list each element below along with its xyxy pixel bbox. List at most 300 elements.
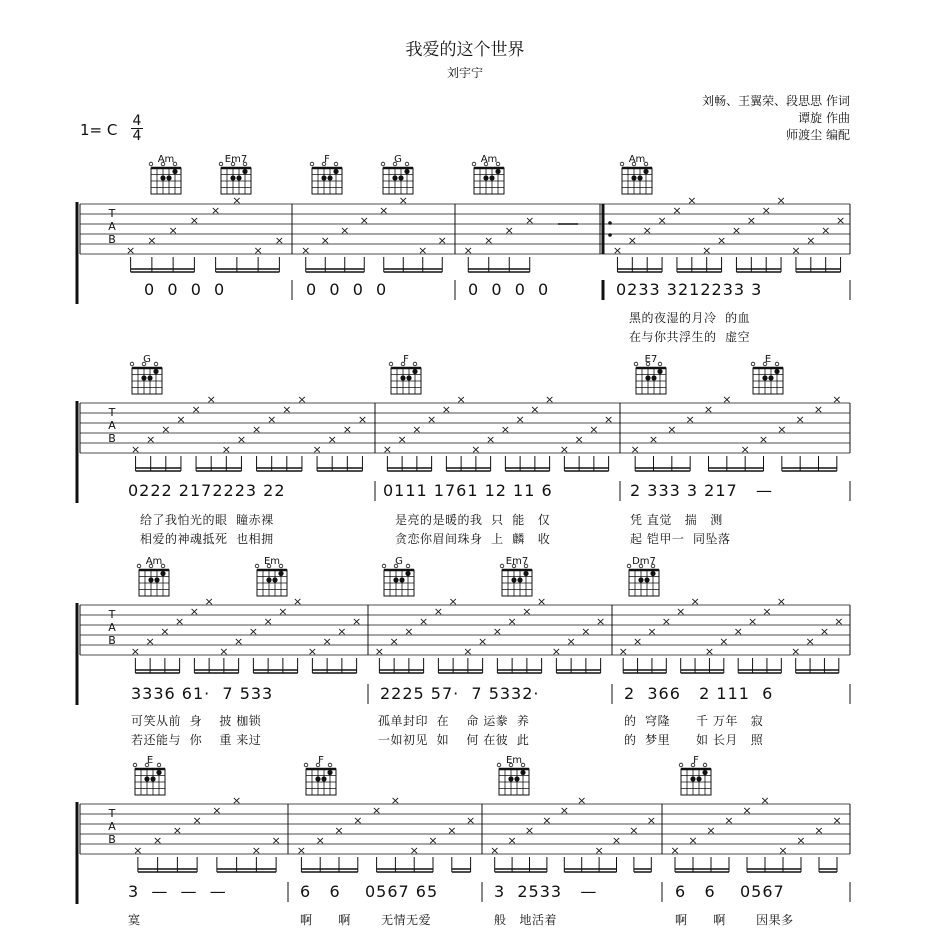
repeat-dot [608, 221, 612, 225]
tab-clef-letter: T [108, 406, 116, 419]
chord-dot [523, 571, 528, 576]
tab-note-x: × [456, 393, 466, 406]
chord-name: E [146, 755, 154, 766]
chord-dot [321, 175, 326, 180]
chord-dot [333, 169, 338, 174]
tab-note-x: × [267, 413, 277, 426]
chord-dot [637, 175, 642, 180]
chord-dot [150, 776, 155, 781]
open-string-mark [133, 763, 137, 767]
tab-note-x: × [334, 824, 344, 837]
tab-note-x: × [515, 413, 525, 426]
chord-dot [517, 577, 522, 582]
tab-note-x: × [791, 244, 801, 257]
chord-name: Am [157, 154, 175, 165]
tab-clef-letter: A [108, 820, 116, 833]
open-string-mark [243, 162, 247, 166]
tab-note-x: × [320, 234, 330, 247]
jianpu-measure: 0 0 0 0 [144, 280, 226, 299]
tab-note-x: × [740, 443, 750, 456]
tab-note-x: × [618, 645, 628, 658]
chord-dot [154, 577, 159, 582]
open-string-mark [393, 162, 397, 166]
tab-note-x: × [685, 413, 695, 426]
tab-clef-letter: T [108, 807, 116, 820]
chord-name: Em7 [505, 556, 529, 567]
tab-note-x: × [409, 844, 419, 857]
composer-credit: 谭旋 作曲 [798, 111, 850, 125]
chord-dot [643, 169, 648, 174]
tab-note-x: × [835, 214, 846, 227]
tab-note-x: × [819, 625, 830, 638]
chord-dot [160, 175, 165, 180]
open-string-mark [509, 763, 513, 767]
tab-note-x: × [611, 834, 622, 847]
tab-note-x: × [612, 244, 623, 257]
tab-note-x: × [297, 393, 307, 406]
tab-note-x: × [722, 393, 732, 406]
tab-note-x: × [282, 403, 292, 416]
tab-note-x: × [441, 403, 451, 416]
tab-note-x: × [702, 244, 712, 257]
open-string-mark [149, 564, 153, 568]
chord-dot [520, 770, 525, 775]
chord-name: Em [505, 755, 523, 766]
open-string-mark [406, 564, 410, 568]
tab-note-x: × [278, 605, 288, 618]
chord-dot [412, 369, 417, 374]
tab-note-x: × [465, 814, 476, 827]
open-string-mark [130, 362, 134, 366]
lyrics-line: 若还能与 你 重 来过 [131, 733, 262, 747]
tab-note-x: × [357, 413, 368, 426]
open-string-mark [413, 362, 417, 366]
tab-note-x: × [404, 625, 414, 638]
chord-name: E7 [644, 354, 658, 365]
tab-note-x: × [160, 625, 170, 638]
open-string-mark [161, 162, 165, 166]
tab-note-x: × [796, 834, 806, 847]
tab-note-x: × [777, 423, 787, 436]
chord-dot [144, 776, 149, 781]
tab-note-x: × [478, 635, 488, 648]
chord-name: Dm7 [632, 556, 656, 567]
tab-note-x: × [559, 804, 569, 817]
open-string-mark [496, 162, 500, 166]
tab-note-x: × [327, 433, 337, 446]
tab-note-x: × [448, 595, 458, 608]
tab-clef-letter: B [108, 634, 116, 647]
tab-note-x: × [821, 224, 831, 237]
lyrics-line: 在与你共浮生的 虚空 [629, 330, 751, 344]
lyrics-line: 是亮的是暖的我 只 能 仅 [395, 513, 551, 527]
open-string-mark [691, 763, 695, 767]
lyrics-line: 孤单封印 在 命 运豢 养 [378, 714, 530, 728]
open-string-mark [644, 162, 648, 166]
tab-note-x: × [398, 194, 408, 207]
jianpu-measure: 3 2533 — [494, 882, 598, 901]
chord-dot [230, 175, 235, 180]
tab-note-x: × [145, 635, 155, 648]
open-string-mark [316, 763, 320, 767]
tab-note-x: × [706, 824, 716, 837]
tab-note-x: × [471, 443, 481, 456]
chord-dot [514, 776, 519, 781]
tab-note-x: × [379, 204, 389, 217]
open-string-mark [620, 162, 624, 166]
tab-note-x: × [832, 814, 842, 827]
tab-note-x: × [716, 234, 727, 247]
open-string-mark [472, 162, 476, 166]
open-string-mark [751, 362, 755, 366]
tab-note-x: × [761, 204, 771, 217]
tab-clef-letter: B [108, 233, 116, 246]
tab-note-x: × [594, 844, 604, 857]
tab-note-x: × [731, 224, 742, 237]
open-string-mark [267, 564, 271, 568]
tab-note-x: × [646, 814, 656, 827]
tab-note-x: × [670, 844, 680, 857]
tab-note-x: × [219, 645, 229, 658]
tab-note-x: × [371, 804, 382, 817]
jianpu-measure: 0111 1761 12 11 6 [383, 481, 553, 500]
tab-note-x: × [690, 595, 700, 608]
tab-note-x: × [484, 234, 494, 247]
tab-note-x: × [589, 423, 599, 436]
tab-note-x: × [629, 824, 639, 837]
tab-note-x: × [251, 423, 262, 436]
open-string-mark [381, 162, 385, 166]
tab-note-x: × [389, 635, 399, 648]
open-string-mark [142, 362, 146, 366]
key-signature: 1= C [80, 121, 118, 139]
chord-dot [399, 577, 404, 582]
chord-dot [166, 175, 171, 180]
open-string-mark [521, 763, 525, 767]
tab-note-x: × [251, 844, 261, 857]
song-title: 我爱的这个世界 [405, 40, 525, 60]
tab-note-x: × [211, 204, 221, 217]
tab-note-x: × [834, 615, 844, 628]
tab-note-x: × [296, 844, 307, 857]
tab-note-x: × [263, 615, 273, 628]
tab-note-x: × [776, 194, 786, 207]
tab-note-x: × [507, 834, 517, 847]
tab-note-x: × [382, 443, 392, 456]
chord-name: F [693, 755, 699, 766]
jianpu-measure: 0 0 0 0 [306, 280, 388, 299]
jianpu-measure: 3336 61· 7 533 [131, 684, 274, 703]
open-string-mark [310, 162, 314, 166]
tab-note-x: × [632, 635, 643, 648]
chord-dot [327, 175, 332, 180]
tab-note-x: × [733, 625, 743, 638]
open-string-mark [322, 162, 326, 166]
chord-dot [483, 175, 488, 180]
lyrics-line: 贪恋你眉间珠身 上 麟 收 [395, 532, 551, 546]
tab-note-x: × [551, 645, 561, 658]
tab-note-x: × [648, 433, 659, 446]
tab-note-x: × [813, 403, 824, 416]
time-signature-bottom: 4 [132, 128, 142, 144]
open-string-mark [401, 362, 405, 366]
open-string-mark [763, 362, 767, 366]
open-string-mark [382, 564, 386, 568]
tab-note-x: × [530, 403, 540, 416]
tab-note-x: × [353, 814, 363, 827]
tab-note-x: × [437, 234, 447, 247]
open-string-mark [500, 564, 504, 568]
chord-dot [406, 375, 411, 380]
tab-note-x: × [672, 204, 682, 217]
lyrics-line: 般 地活着 [494, 913, 557, 927]
chord-dot [696, 776, 701, 781]
tab-note-x: × [189, 214, 199, 227]
chord-dot [650, 571, 655, 576]
chord-dot [657, 369, 662, 374]
open-string-mark [646, 362, 650, 366]
tab-note-x: × [191, 403, 201, 416]
tab-note-x: × [342, 423, 352, 436]
open-string-mark [651, 564, 655, 568]
open-string-mark [497, 763, 501, 767]
lyrics-line: 一如初见 如 何 在彼 此 [378, 733, 530, 747]
open-string-mark [512, 564, 516, 568]
song-artist: 刘宇宁 [446, 66, 483, 80]
tab-note-x: × [762, 605, 772, 618]
chord-dot [400, 375, 405, 380]
chord-dot [645, 375, 650, 380]
tab-note-x: × [359, 214, 369, 227]
chord-dot [508, 776, 513, 781]
chord-dot [393, 577, 398, 582]
tab-note-x: × [704, 645, 715, 658]
jianpu-measure: 3 — — — [128, 882, 227, 901]
chord-name: F [324, 154, 330, 165]
tab-note-x: × [352, 615, 362, 628]
chord-dot [768, 375, 773, 380]
tab-note-x: × [447, 824, 457, 837]
tab-note-x: × [742, 804, 752, 817]
chord-dot [315, 776, 320, 781]
chord-name: G [394, 154, 402, 165]
open-string-mark [634, 362, 638, 366]
tab-note-x: × [418, 244, 428, 257]
chord-name: Em7 [224, 154, 248, 165]
chord-dot [147, 375, 152, 380]
tab-note-x: × [630, 443, 640, 456]
tab-note-x: × [463, 645, 473, 658]
tab-note-x: × [760, 794, 770, 807]
open-string-mark [161, 564, 165, 568]
jianpu-measure: 6 6 0567 65 [300, 882, 439, 901]
tab-note-x: × [747, 615, 758, 628]
tab-clef-letter: T [108, 608, 116, 621]
tab-note-x: × [189, 605, 199, 618]
tab-note-x: × [146, 433, 156, 446]
tab-note-x: × [130, 645, 140, 658]
open-string-mark [173, 162, 177, 166]
tab-note-x: × [504, 224, 514, 237]
tab-note-x: × [274, 234, 284, 247]
tab-note-x: × [486, 433, 496, 446]
tab-note-x: × [130, 443, 141, 456]
tab-note-x: × [795, 413, 805, 426]
time-signature-top: 4 [132, 113, 142, 129]
open-string-mark [703, 763, 707, 767]
tab-note-x: × [522, 605, 532, 618]
tab-note-x: × [537, 595, 547, 608]
tab-note-x: × [778, 844, 788, 857]
tab-note-x: × [814, 824, 824, 837]
chord-dot [272, 577, 277, 582]
tab-note-x: × [581, 625, 591, 638]
open-string-mark [639, 564, 643, 568]
tab-note-x: × [806, 234, 816, 247]
jianpu-measure: 2 366 2 111 6 [624, 684, 774, 703]
tab-note-x: × [661, 615, 671, 628]
chord-name: Em [263, 556, 281, 567]
chord-dot [631, 175, 636, 180]
lyrics-line: 黑的夜湿的月冷 的血 [629, 311, 751, 325]
tab-note-x: × [724, 814, 734, 827]
tab-note-x: × [574, 433, 584, 446]
tab-note-x: × [172, 824, 182, 837]
tab-note-x: × [232, 194, 242, 207]
tab-note-x: × [397, 433, 407, 446]
open-string-mark [334, 162, 338, 166]
tab-note-x: × [307, 645, 317, 658]
tab-note-x: × [433, 605, 443, 618]
open-string-mark [658, 362, 662, 366]
lyrics-line: 的 梦里 如 长月 照 [624, 733, 764, 747]
tab-note-x: × [232, 794, 242, 807]
lyrics-line: 凭 直觉 揣 测 [630, 513, 723, 527]
chord-dot [266, 577, 271, 582]
tab-note-x: × [642, 224, 652, 237]
open-string-mark [632, 162, 636, 166]
lyricist-credit: 刘畅、王翼荣、段思思 作词 [702, 94, 850, 108]
tab-note-x: × [596, 615, 606, 628]
tab-note-x: × [175, 615, 185, 628]
lyrics-line: 起 铠甲一 同坠落 [630, 532, 731, 546]
jianpu-measure: 2225 57· 7 5332· [380, 684, 540, 703]
chord-dot [702, 770, 707, 775]
chord-dot [156, 770, 161, 775]
tab-note-x: × [657, 214, 667, 227]
tab-note-x: × [427, 413, 437, 426]
tab-note-x: × [271, 834, 281, 847]
tab-note-x: × [627, 234, 637, 247]
chord-dot [242, 169, 247, 174]
tab-note-x: × [221, 443, 231, 456]
open-string-mark [154, 362, 158, 366]
tab-note-x: × [147, 234, 157, 247]
tab-note-x: × [758, 433, 769, 446]
tab-note-x: × [301, 244, 311, 257]
open-string-mark [405, 162, 409, 166]
tab-note-x: × [236, 433, 247, 446]
tab-note-x: × [492, 625, 502, 638]
open-string-mark [484, 162, 488, 166]
chord-name: G [395, 556, 403, 567]
tab-note-x: × [676, 605, 686, 618]
jianpu-measure: 2 333 3 217 — [630, 481, 773, 500]
lyrics-line: 相爱的神魂抵死 也相拥 [140, 532, 274, 546]
open-string-mark [389, 362, 393, 366]
tab-note-x: × [545, 393, 555, 406]
tab-note-x: × [604, 413, 614, 426]
tab-clef-letter: T [108, 207, 116, 220]
tab-note-x: × [168, 224, 178, 237]
chord-dot [644, 577, 649, 582]
chord-dot [690, 776, 695, 781]
tab-note-x: × [204, 595, 214, 608]
tab-note-x: × [412, 423, 422, 436]
chord-dot [511, 577, 516, 582]
chord-dot [172, 169, 177, 174]
tab-note-x: × [126, 244, 136, 257]
tab-note-x: × [791, 645, 801, 658]
chord-dot [236, 175, 241, 180]
tab-note-x: × [312, 443, 322, 456]
lyrics-line: 寞 [128, 913, 141, 927]
tab-note-x: × [322, 635, 332, 648]
tab-note-x: × [315, 834, 325, 847]
open-string-mark [255, 564, 259, 568]
tab-note-x: × [507, 615, 517, 628]
chord-dot [774, 369, 779, 374]
open-string-mark [775, 362, 779, 366]
open-string-mark [524, 564, 528, 568]
arranger-credit: 师渡尘 编配 [786, 128, 850, 142]
chord-dot [327, 770, 332, 775]
chord-name: Am [145, 556, 163, 567]
chord-dot [495, 169, 500, 174]
jianpu-measure: 0222 2172223 22 [128, 481, 286, 500]
chord-dot [651, 375, 656, 380]
tab-note-x: × [206, 393, 216, 406]
tab-clef-letter: A [108, 419, 116, 432]
tab-clef-letter: B [108, 833, 116, 846]
tab-note-x: × [776, 595, 786, 608]
tab-note-x: × [667, 423, 677, 436]
tab-note-x: × [490, 844, 500, 857]
chord-dot [405, 571, 410, 576]
open-string-mark [279, 564, 283, 568]
jianpu-measure: 0 0 0 0 [468, 280, 550, 299]
tab-note-x: × [500, 423, 510, 436]
tab-clef-letter: B [108, 432, 116, 445]
tab-note-x: × [419, 615, 429, 628]
lyrics-line: 的 穹隆 千 万年 寂 [624, 714, 764, 728]
jianpu-measure: 6 6 0567 [675, 882, 785, 901]
open-string-mark [149, 162, 153, 166]
tab-note-x: × [688, 834, 698, 847]
tab-note-x: × [390, 794, 401, 807]
tab-note-x: × [463, 244, 473, 257]
chord-name: F [318, 755, 324, 766]
open-string-mark [328, 763, 332, 767]
open-string-mark [145, 763, 149, 767]
tab-note-x: × [525, 214, 535, 227]
open-string-mark [627, 564, 631, 568]
chord-dot [489, 175, 494, 180]
tab-note-x: × [337, 625, 347, 638]
open-string-mark [304, 763, 308, 767]
open-string-mark [219, 162, 223, 166]
tab-note-x: × [687, 194, 697, 207]
